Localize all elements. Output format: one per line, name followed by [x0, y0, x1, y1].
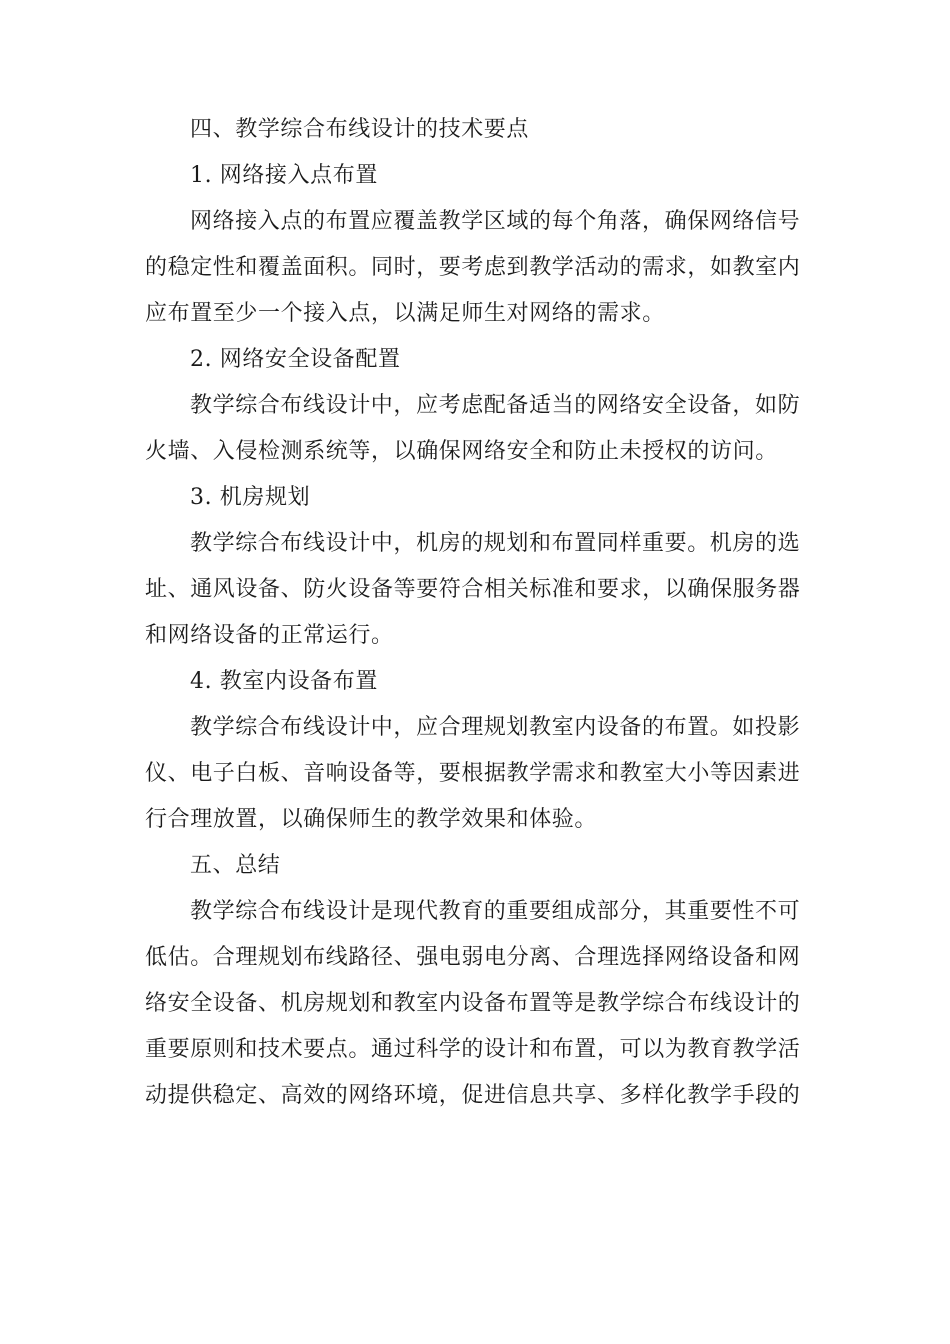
subheading-network-access: 1. 网络接入点布置: [190, 163, 378, 188]
paragraph-line: 教学综合布线设计中，应考虑配备适当的网络安全设备，如防: [190, 393, 801, 418]
paragraph-line: 网络接入点的布置应覆盖教学区域的每个角落，确保网络信号: [190, 209, 801, 234]
paragraph-line: 应布置至少一个接入点，以满足师生对网络的需求。: [145, 301, 665, 326]
paragraph-line: 址、通风设备、防火设备等要符合相关标准和要求，以确保服务器: [145, 577, 801, 602]
paragraph-line: 低估。合理规划布线路径、强电弱电分离、合理选择网络设备和网: [145, 945, 801, 970]
paragraph-line: 火墙、入侵检测系统等，以确保网络安全和防止未授权的访问。: [145, 439, 778, 464]
paragraph-line: 的稳定性和覆盖面积。同时，要考虑到教学活动的需求，如教室内: [145, 255, 801, 280]
paragraph-line: 行合理放置，以确保师生的教学效果和体验。: [145, 807, 598, 832]
paragraph-line: 教学综合布线设计中，应合理规划教室内设备的布置。如投影: [190, 715, 801, 740]
document-body: [145, 107, 805, 1119]
paragraph-line: 动提供稳定、高效的网络环境，促进信息共享、多样化教学手段的: [145, 1083, 801, 1108]
paragraph-line: 教学综合布线设计是现代教育的重要组成部分，其重要性不可: [190, 899, 801, 924]
section-heading-4: 四、教学综合布线设计的技术要点: [190, 117, 530, 142]
subheading-server-room: 3. 机房规划: [190, 485, 311, 510]
subheading-security-devices: 2. 网络安全设备配置: [190, 347, 401, 372]
paragraph-line: 重要原则和技术要点。通过科学的设计和布置，可以为教育教学活: [145, 1037, 801, 1062]
paragraph-line: 教学综合布线设计中，机房的规划和布置同样重要。机房的选: [190, 531, 801, 556]
subheading-classroom-devices: 4. 教室内设备布置: [190, 669, 378, 694]
paragraph-line: 络安全设备、机房规划和教室内设备布置等是教学综合布线设计的: [145, 991, 801, 1016]
section-heading-5: 五、总结: [190, 853, 281, 878]
paragraph-line: 仪、电子白板、音响设备等，要根据教学需求和教室大小等因素进: [145, 761, 801, 786]
paragraph-line: 和网络设备的正常运行。: [145, 623, 394, 648]
